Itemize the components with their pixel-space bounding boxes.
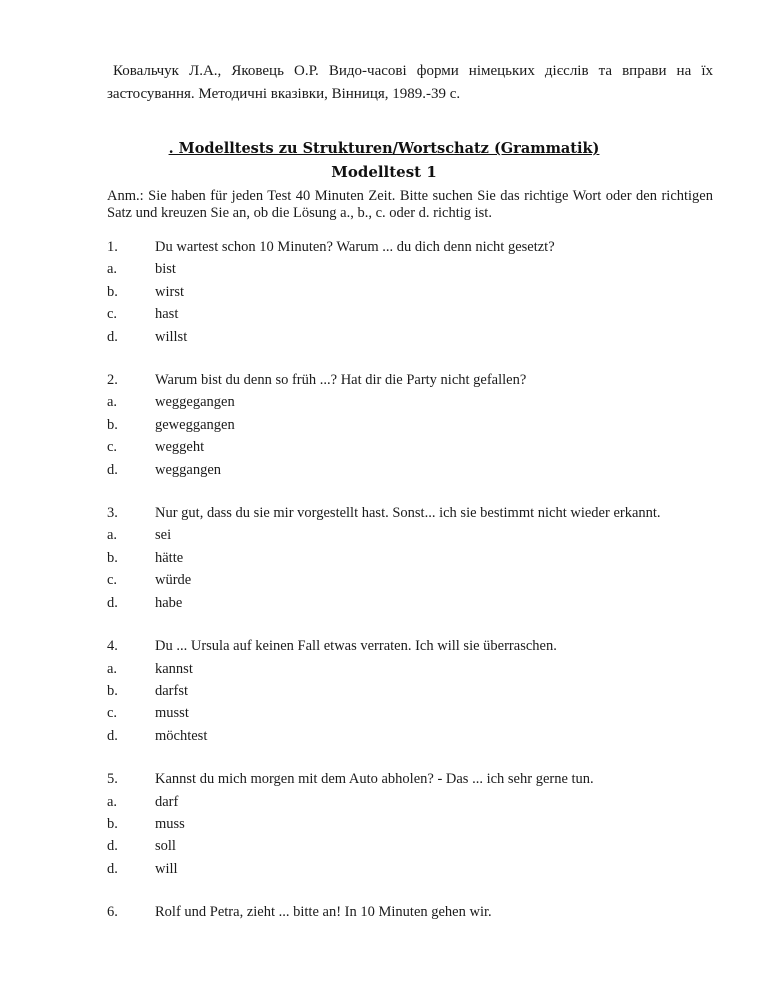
option-label: c. (107, 572, 118, 589)
option-text: sei (155, 527, 172, 544)
option-label: a. (107, 793, 118, 810)
question-row (107, 658, 722, 680)
option-text: hast (155, 306, 179, 323)
question-row (107, 547, 722, 569)
option-label: d. (107, 461, 118, 478)
question-row (107, 236, 722, 258)
option-text: will (155, 860, 178, 877)
option-label: b. (107, 682, 118, 699)
option-text: musst (155, 705, 189, 722)
option-text: wirst (155, 283, 184, 300)
option-text: würde (155, 572, 192, 589)
question-row (107, 369, 722, 391)
question-row (107, 281, 722, 303)
option-text: soll (155, 838, 176, 855)
question-row (107, 502, 722, 524)
question-text: Kannst du mich morgen mit dem Auto abholen? - Das ... ich sehr gerne tun. (155, 771, 594, 788)
option-label: d. (107, 838, 118, 855)
question-number: 6. (107, 904, 118, 921)
option-label: b. (107, 549, 118, 566)
option-text: willst (155, 328, 188, 345)
question-block (107, 502, 722, 614)
question-number: 3. (107, 505, 118, 522)
question-number: 2. (107, 372, 118, 389)
document-header (0, 139, 768, 182)
question-row (107, 635, 722, 657)
question-row (107, 391, 722, 413)
question-row (107, 569, 722, 591)
question-block (107, 901, 722, 923)
instructions-note: Anm.: Sie haben für jeden Test 40 Minuten Zeit. Bitte suchen Sie das richtige Wort oder den richtigen Satz und kreuzen Sie an, ob die Lösung a., b., c. oder d. richtig ist. (107, 188, 713, 221)
option-text: darf (155, 793, 179, 810)
question-row (107, 680, 722, 702)
question-row (107, 303, 722, 325)
question-row (107, 901, 722, 923)
option-label: a. (107, 660, 118, 677)
document-title: . Modelltests zu Strukturen/Wortschatz (Grammatik) (168, 140, 600, 157)
option-label: a. (107, 394, 118, 411)
option-text: muss (155, 815, 185, 832)
option-label: d. (107, 328, 118, 345)
question-number: 4. (107, 638, 118, 655)
option-label: c. (107, 705, 118, 722)
citation: Ковальчук Л.А., Яковець О.Р. Видо-часові форми німецьких дієслів та вправи на їх застосування. Методичні вказівки, Вінниця, 1989.-39 с. (107, 63, 713, 102)
option-text: geweggangen (155, 416, 235, 433)
question-row (107, 258, 722, 280)
question-text: Nur gut, dass du sie mir vorgestellt hast. Sonst... ich sie bestimmt nicht wieder erkannt. (155, 505, 661, 522)
question-number: 5. (107, 771, 118, 788)
option-label: d. (107, 727, 118, 744)
option-label: d. (107, 594, 118, 611)
option-text: darfst (155, 682, 189, 699)
option-text: weggegangen (155, 394, 235, 411)
question-row (107, 768, 722, 790)
option-label: c. (107, 306, 118, 323)
question-row (107, 725, 722, 747)
question-block (107, 236, 722, 348)
option-text: bist (155, 261, 176, 278)
option-label: b. (107, 283, 118, 300)
option-label: d. (107, 860, 118, 877)
question-row (107, 791, 722, 813)
question-row (107, 813, 722, 835)
question-block (107, 635, 722, 747)
option-label: a. (107, 261, 118, 278)
question-row (107, 592, 722, 614)
option-text: weggeht (155, 439, 205, 456)
question-row (107, 858, 722, 880)
question-row (107, 326, 722, 348)
question-number: 1. (107, 239, 118, 255)
option-label: b. (107, 815, 118, 832)
question-text: Du ... Ursula auf keinen Fall etwas verraten. Ich will sie überraschen. (155, 638, 557, 655)
option-label: a. (107, 527, 118, 544)
question-row (107, 835, 722, 857)
question-block (107, 768, 722, 880)
question-text: Warum bist du denn so früh ...? Hat dir die Party nicht gefallen? (155, 372, 527, 389)
question-row (107, 436, 722, 458)
option-text: möchtest (155, 727, 208, 744)
document-subtitle: Modelltest 1 (331, 163, 437, 181)
option-label: c. (107, 439, 118, 456)
question-row (107, 459, 722, 481)
question-row (107, 702, 722, 724)
option-text: kannst (155, 660, 193, 677)
question-row (107, 414, 722, 436)
option-text: habe (155, 594, 183, 611)
question-text: Rolf und Petra, zieht ... bitte an! In 10 Minuten gehen wir. (155, 904, 492, 921)
option-label: b. (107, 416, 118, 433)
question-text: Du wartest schon 10 Minuten? Warum ... du dich denn nicht gesetzt? (155, 239, 555, 255)
questions-list (107, 236, 722, 924)
question-block (107, 369, 722, 481)
question-row (107, 524, 722, 546)
option-text: hätte (155, 549, 184, 566)
option-text: weggangen (155, 461, 222, 478)
